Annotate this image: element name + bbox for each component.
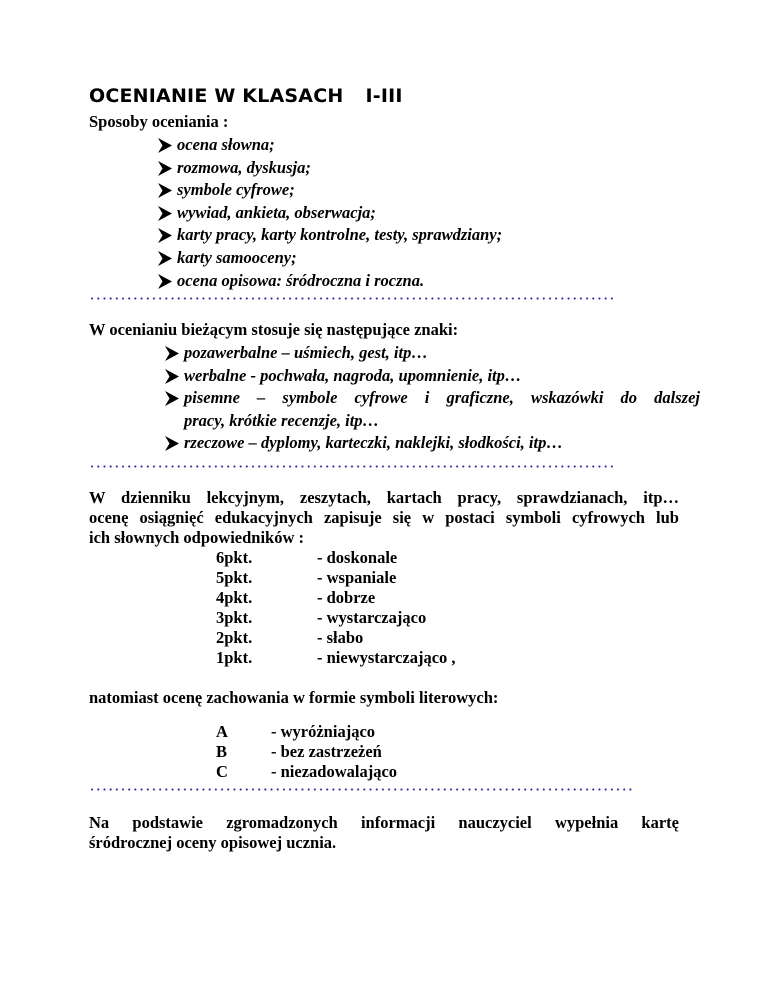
scale-description: - dobrze <box>317 588 376 607</box>
list-item <box>0 179 502 202</box>
grading-paragraph <box>89 488 679 548</box>
scale-points: 2pkt. <box>216 628 253 647</box>
dotted-separator <box>89 465 615 468</box>
list-item-text-continued: pracy, krótkie recenzje, itp… <box>184 410 380 430</box>
arrow-bullet-icon <box>158 206 172 221</box>
list-item <box>0 247 502 270</box>
behavior-letter: A <box>216 722 228 741</box>
list-item <box>0 432 700 455</box>
behavior-description: - bez zastrzeżeń <box>271 742 382 761</box>
scale-description: - niewystarczająco , <box>317 648 456 667</box>
list-item-text: pisemne – symbole cyfrowe i graficzne, wskazówki do dalszej <box>184 388 700 408</box>
arrow-bullet-icon <box>165 391 179 406</box>
behavior-letter: B <box>216 742 228 761</box>
arrow-bullet-icon <box>158 183 172 198</box>
list-item-text: karty samooceny; <box>177 247 297 267</box>
paragraph-line: ocenę osiągnięć edukacyjnych zapisuje się w postaci symboli cyfrowych lub <box>89 508 679 527</box>
behavior-intro: natomiast ocenę zachowania w formie symboli literowych: <box>89 688 499 707</box>
arrow-bullet-icon <box>158 251 172 266</box>
scale-points: 4pkt. <box>216 588 253 607</box>
list-item <box>0 157 502 180</box>
behavior-letter: C <box>216 762 228 781</box>
list-item <box>0 270 502 293</box>
title-part2: I-III <box>365 85 403 107</box>
paragraph-line: śródrocznej oceny opisowej ucznia. <box>89 833 337 852</box>
arrow-bullet-icon <box>158 138 172 153</box>
scale-points: 1pkt. <box>216 648 253 667</box>
page-title <box>89 86 403 106</box>
list-item <box>0 134 502 157</box>
marks-list <box>0 342 700 455</box>
arrow-bullet-icon <box>158 161 172 176</box>
scale-points: 6pkt. <box>216 548 253 567</box>
title-part1: OCENIANIE W KLASACH <box>89 85 344 107</box>
scale-points: 5pkt. <box>216 568 253 587</box>
closing-paragraph <box>89 813 679 853</box>
arrow-bullet-icon <box>158 274 172 289</box>
list-item-text: werbalne - pochwała, nagroda, upomnienie, itp… <box>184 365 522 385</box>
list-item <box>0 202 502 225</box>
arrow-bullet-icon <box>165 369 179 384</box>
scale-description: - wspaniale <box>317 568 397 587</box>
list-item-text: rozmowa, dyskusja; <box>177 157 311 177</box>
list-item <box>0 387 700 432</box>
behavior-description: - niezadowalająco <box>271 762 398 781</box>
section2-heading: W ocenianiu bieżącym stosuje się następujące znaki: <box>89 320 459 339</box>
scale-description: - doskonale <box>317 548 398 567</box>
scale-description: - wystarczająco <box>317 608 427 627</box>
grading-methods-list <box>0 134 502 292</box>
paragraph-line: ich słownych odpowiedników : <box>89 528 305 547</box>
dotted-separator <box>89 788 635 791</box>
section1-heading: Sposoby oceniania : <box>89 112 229 131</box>
list-item-text: rzeczowe – dyplomy, karteczki, naklejki, słodkości, itp… <box>184 433 563 453</box>
arrow-bullet-icon <box>165 436 179 451</box>
arrow-bullet-icon <box>158 228 172 243</box>
scale-points: 3pkt. <box>216 608 253 627</box>
paragraph-line: Na podstawie zgromadzonych informacji nauczyciel wypełnia kartę <box>89 813 679 832</box>
list-item-text: ocena słowna; <box>177 135 275 154</box>
list-item <box>0 342 700 365</box>
list-item-text: symbole cyfrowe; <box>177 180 295 200</box>
arrow-bullet-icon <box>165 346 179 361</box>
scale-description: - słabo <box>317 628 364 647</box>
list-item-text: wywiad, ankieta, obserwacja; <box>177 202 376 222</box>
dotted-separator <box>89 297 615 300</box>
list-item-text: karty pracy, karty kontrolne, testy, sprawdziany; <box>177 225 503 245</box>
behavior-description: - wyróżniająco <box>271 722 376 741</box>
paragraph-line: W dzienniku lekcyjnym, zeszytach, kartach pracy, sprawdzianach, itp… <box>89 488 679 507</box>
list-item-text: pozawerbalne – uśmiech, gest, itp… <box>184 343 428 362</box>
list-item <box>0 365 700 388</box>
list-item <box>0 224 502 247</box>
list-item-text: ocena opisowa: śródroczna i roczna. <box>177 270 425 290</box>
